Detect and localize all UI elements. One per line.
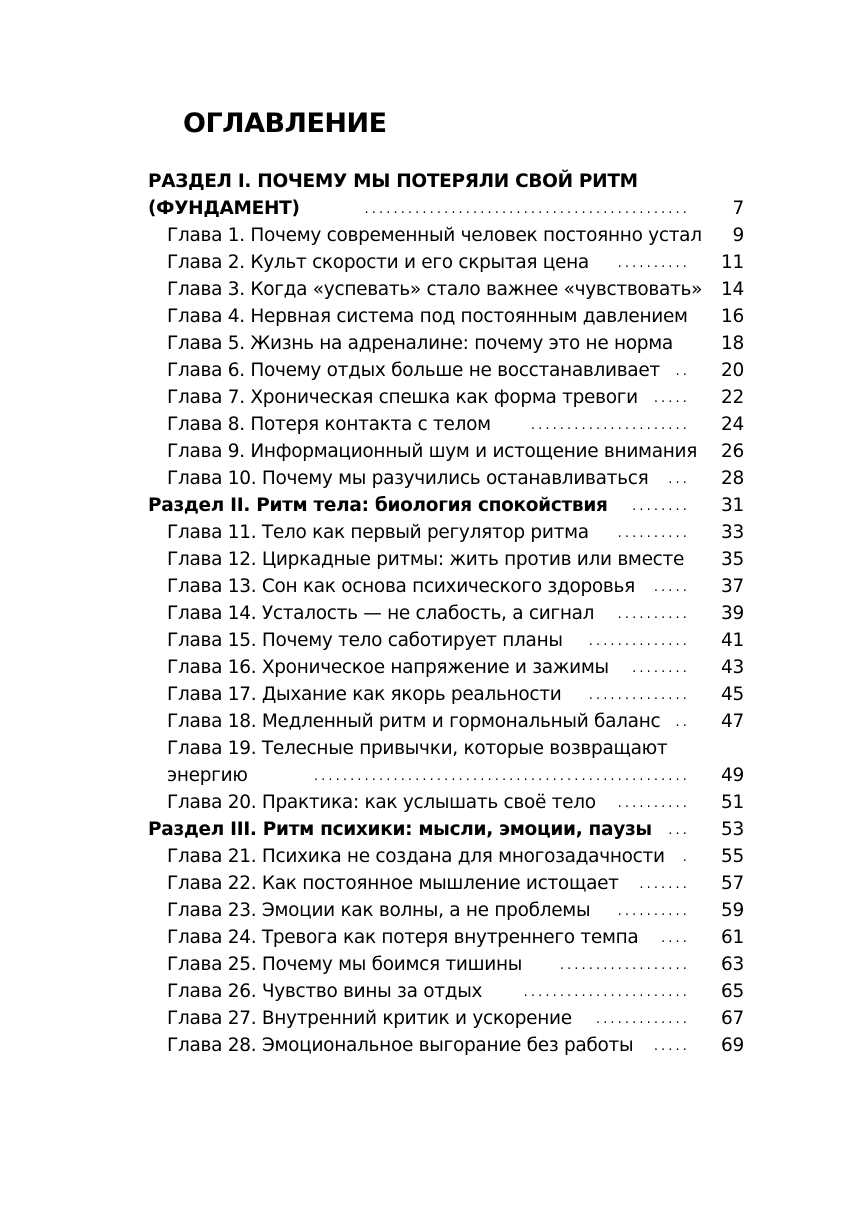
page-number: 61 <box>721 927 744 948</box>
chapter-title: Глава 4. Нервная система под постоянным давлением <box>167 306 688 327</box>
section-title: Раздел III. Ритм психики: мысли, эмоции, паузы <box>148 819 652 840</box>
toc-chapter-entry[interactable] <box>0 357 856 384</box>
chapter-title: Глава 26. Чувство вины за отдых <box>167 981 483 1002</box>
dot-leader: . <box>682 850 690 865</box>
dot-leader: ............. <box>595 1012 690 1027</box>
page-number: 47 <box>721 711 744 732</box>
page-number: 11 <box>721 252 744 273</box>
toc-chapter-entry[interactable] <box>0 978 856 1005</box>
page-number: 41 <box>721 630 744 651</box>
page-number: 28 <box>721 468 744 489</box>
page-number: 33 <box>721 522 744 543</box>
chapter-title: Глава 15. Почему тело саботирует планы <box>167 630 563 651</box>
page-number: 37 <box>721 576 744 597</box>
dot-leader: .................. <box>559 958 690 973</box>
dot-leader: .... <box>661 931 690 946</box>
dot-leader: .............. <box>588 688 690 703</box>
dot-leader: ...................... <box>530 418 690 433</box>
page-number: 57 <box>721 873 744 894</box>
page-number: 67 <box>721 1008 744 1029</box>
toc-chapter-entry[interactable] <box>0 411 856 438</box>
dot-leader: ..... <box>653 391 690 406</box>
toc-section-entry[interactable] <box>0 492 856 519</box>
dot-leader: ....................... <box>523 985 690 1000</box>
toc-chapter-entry[interactable] <box>0 762 856 789</box>
page-number: 55 <box>721 846 744 867</box>
toc-chapter-entry[interactable] <box>0 222 856 249</box>
chapter-title: энергию <box>167 765 248 786</box>
toc-entry-first-line <box>0 168 856 195</box>
toc-chapter-entry[interactable] <box>0 465 856 492</box>
section-title-line: РАЗДЕЛ I. ПОЧЕМУ МЫ ПОТЕРЯЛИ СВОЙ РИТМ <box>148 171 638 192</box>
chapter-title: Глава 17. Дыхание как якорь реальности <box>167 684 562 705</box>
chapter-title: Глава 21. Психика не создана для многозадачности <box>167 846 665 867</box>
chapter-title: Глава 3. Когда «успевать» стало важнее «чувствовать» <box>167 279 703 300</box>
toc-chapter-entry[interactable] <box>0 573 856 600</box>
chapter-title: Глава 10. Почему мы разучились останавливаться <box>167 468 649 489</box>
dot-leader: ............................................. <box>364 202 690 217</box>
toc-chapter-entry[interactable] <box>0 330 856 357</box>
toc-section-entry[interactable] <box>0 816 856 843</box>
chapter-title: Глава 13. Сон как основа психического здоровья <box>167 576 635 597</box>
page-number: 69 <box>721 1035 744 1056</box>
toc-chapter-entry[interactable] <box>0 276 856 303</box>
toc-chapter-entry[interactable] <box>0 438 856 465</box>
toc-section-entry[interactable] <box>0 195 856 222</box>
section-title: Раздел II. Ритм тела: биология спокойствия <box>148 495 608 516</box>
dot-leader: .......... <box>617 796 690 811</box>
chapter-title: Глава 1. Почему современный человек постоянно устал <box>167 225 702 246</box>
page-number: 22 <box>721 387 744 408</box>
page-number: 26 <box>721 441 744 462</box>
toc-chapter-entry[interactable] <box>0 1005 856 1032</box>
toc-chapter-entry[interactable] <box>0 789 856 816</box>
dot-leader: ..... <box>653 580 690 595</box>
dot-leader: ... <box>668 472 690 487</box>
toc-chapter-entry[interactable] <box>0 546 856 573</box>
dot-leader: .............. <box>588 634 690 649</box>
chapter-title: Глава 9. Информационный шум и истощение внимания <box>167 441 698 462</box>
dot-leader: .......... <box>617 526 690 541</box>
chapter-title: Глава 18. Медленный ритм и гормональный баланс <box>167 711 661 732</box>
dot-leader: ... <box>668 823 690 838</box>
page-number: 45 <box>721 684 744 705</box>
page-number: 14 <box>721 279 744 300</box>
page-number: 7 <box>732 198 744 219</box>
page-number: 49 <box>721 765 744 786</box>
chapter-title: Глава 16. Хроническое напряжение и зажимы <box>167 657 609 678</box>
dot-leader: ........ <box>632 499 690 514</box>
page-number: 18 <box>721 333 744 354</box>
chapter-title: Глава 8. Потеря контакта с телом <box>167 414 491 435</box>
section-title: (ФУНДАМЕНТ) <box>148 198 300 219</box>
page-number: 39 <box>721 603 744 624</box>
page-number: 24 <box>721 414 744 435</box>
page-number: 9 <box>732 225 744 246</box>
toc-chapter-entry[interactable] <box>0 654 856 681</box>
toc-chapter-entry[interactable] <box>0 897 856 924</box>
toc-chapter-entry[interactable] <box>0 519 856 546</box>
chapter-title: Глава 7. Хроническая спешка как форма тревоги <box>167 387 638 408</box>
page-number: 35 <box>721 549 744 570</box>
chapter-title: Глава 25. Почему мы боимся тишины <box>167 954 523 975</box>
chapter-title: Глава 27. Внутренний критик и ускорение <box>167 1008 572 1029</box>
toc-chapter-entry[interactable] <box>0 1032 856 1059</box>
dot-leader: ..... <box>653 1039 690 1054</box>
toc-entry-first-line <box>0 735 856 762</box>
toc-chapter-entry[interactable] <box>0 249 856 276</box>
toc-chapter-entry[interactable] <box>0 870 856 897</box>
dot-leader: ........ <box>632 661 690 676</box>
page-number: 16 <box>721 306 744 327</box>
chapter-title: Глава 2. Культ скорости и его скрытая цена <box>167 252 589 273</box>
page-number: 65 <box>721 981 744 1002</box>
dot-leader: ....... <box>639 877 690 892</box>
toc-chapter-entry[interactable] <box>0 384 856 411</box>
dot-leader: .. <box>675 715 690 730</box>
dot-leader: .. <box>675 364 690 379</box>
chapter-title: Глава 5. Жизнь на адреналине: почему это не норма <box>167 333 673 354</box>
page-number: 51 <box>721 792 744 813</box>
dot-leader: .................................................... <box>313 769 690 784</box>
toc-chapter-entry[interactable] <box>0 627 856 654</box>
chapter-title: Глава 22. Как постоянное мышление истощает <box>167 873 619 894</box>
page-number: 43 <box>721 657 744 678</box>
chapter-title: Глава 12. Циркадные ритмы: жить против или вместе <box>167 549 685 570</box>
chapter-title-line: Глава 19. Телесные привычки, которые возвращают <box>167 738 668 759</box>
toc-chapter-entry[interactable] <box>0 843 856 870</box>
page-number: 59 <box>721 900 744 921</box>
dot-leader: .......... <box>617 904 690 919</box>
page-number: 20 <box>721 360 744 381</box>
dot-leader: .......... <box>617 256 690 271</box>
chapter-title: Глава 23. Эмоции как волны, а не проблемы <box>167 900 591 921</box>
page-number: 31 <box>721 495 744 516</box>
page-title: ОГЛАВЛЕНИЕ <box>183 108 387 139</box>
page-number: 63 <box>721 954 744 975</box>
chapter-title: Глава 6. Почему отдых больше не восстанавливает <box>167 360 660 381</box>
toc-chapter-entry[interactable] <box>0 708 856 735</box>
toc-chapter-entry[interactable] <box>0 951 856 978</box>
chapter-title: Глава 11. Тело как первый регулятор ритма <box>167 522 589 543</box>
page-number: 53 <box>721 819 744 840</box>
chapter-title: Глава 14. Усталость — не слабость, а сигнал <box>167 603 595 624</box>
dot-leader: .......... <box>617 607 690 622</box>
chapter-title: Глава 28. Эмоциональное выгорание без работы <box>167 1035 634 1056</box>
chapter-title: Глава 20. Практика: как услышать своё тело <box>167 792 596 813</box>
chapter-title: Глава 24. Тревога как потеря внутреннего темпа <box>167 927 639 948</box>
toc-chapter-entry[interactable] <box>0 681 856 708</box>
toc-chapter-entry[interactable] <box>0 600 856 627</box>
toc-chapter-entry[interactable] <box>0 303 856 330</box>
toc-chapter-entry[interactable] <box>0 924 856 951</box>
